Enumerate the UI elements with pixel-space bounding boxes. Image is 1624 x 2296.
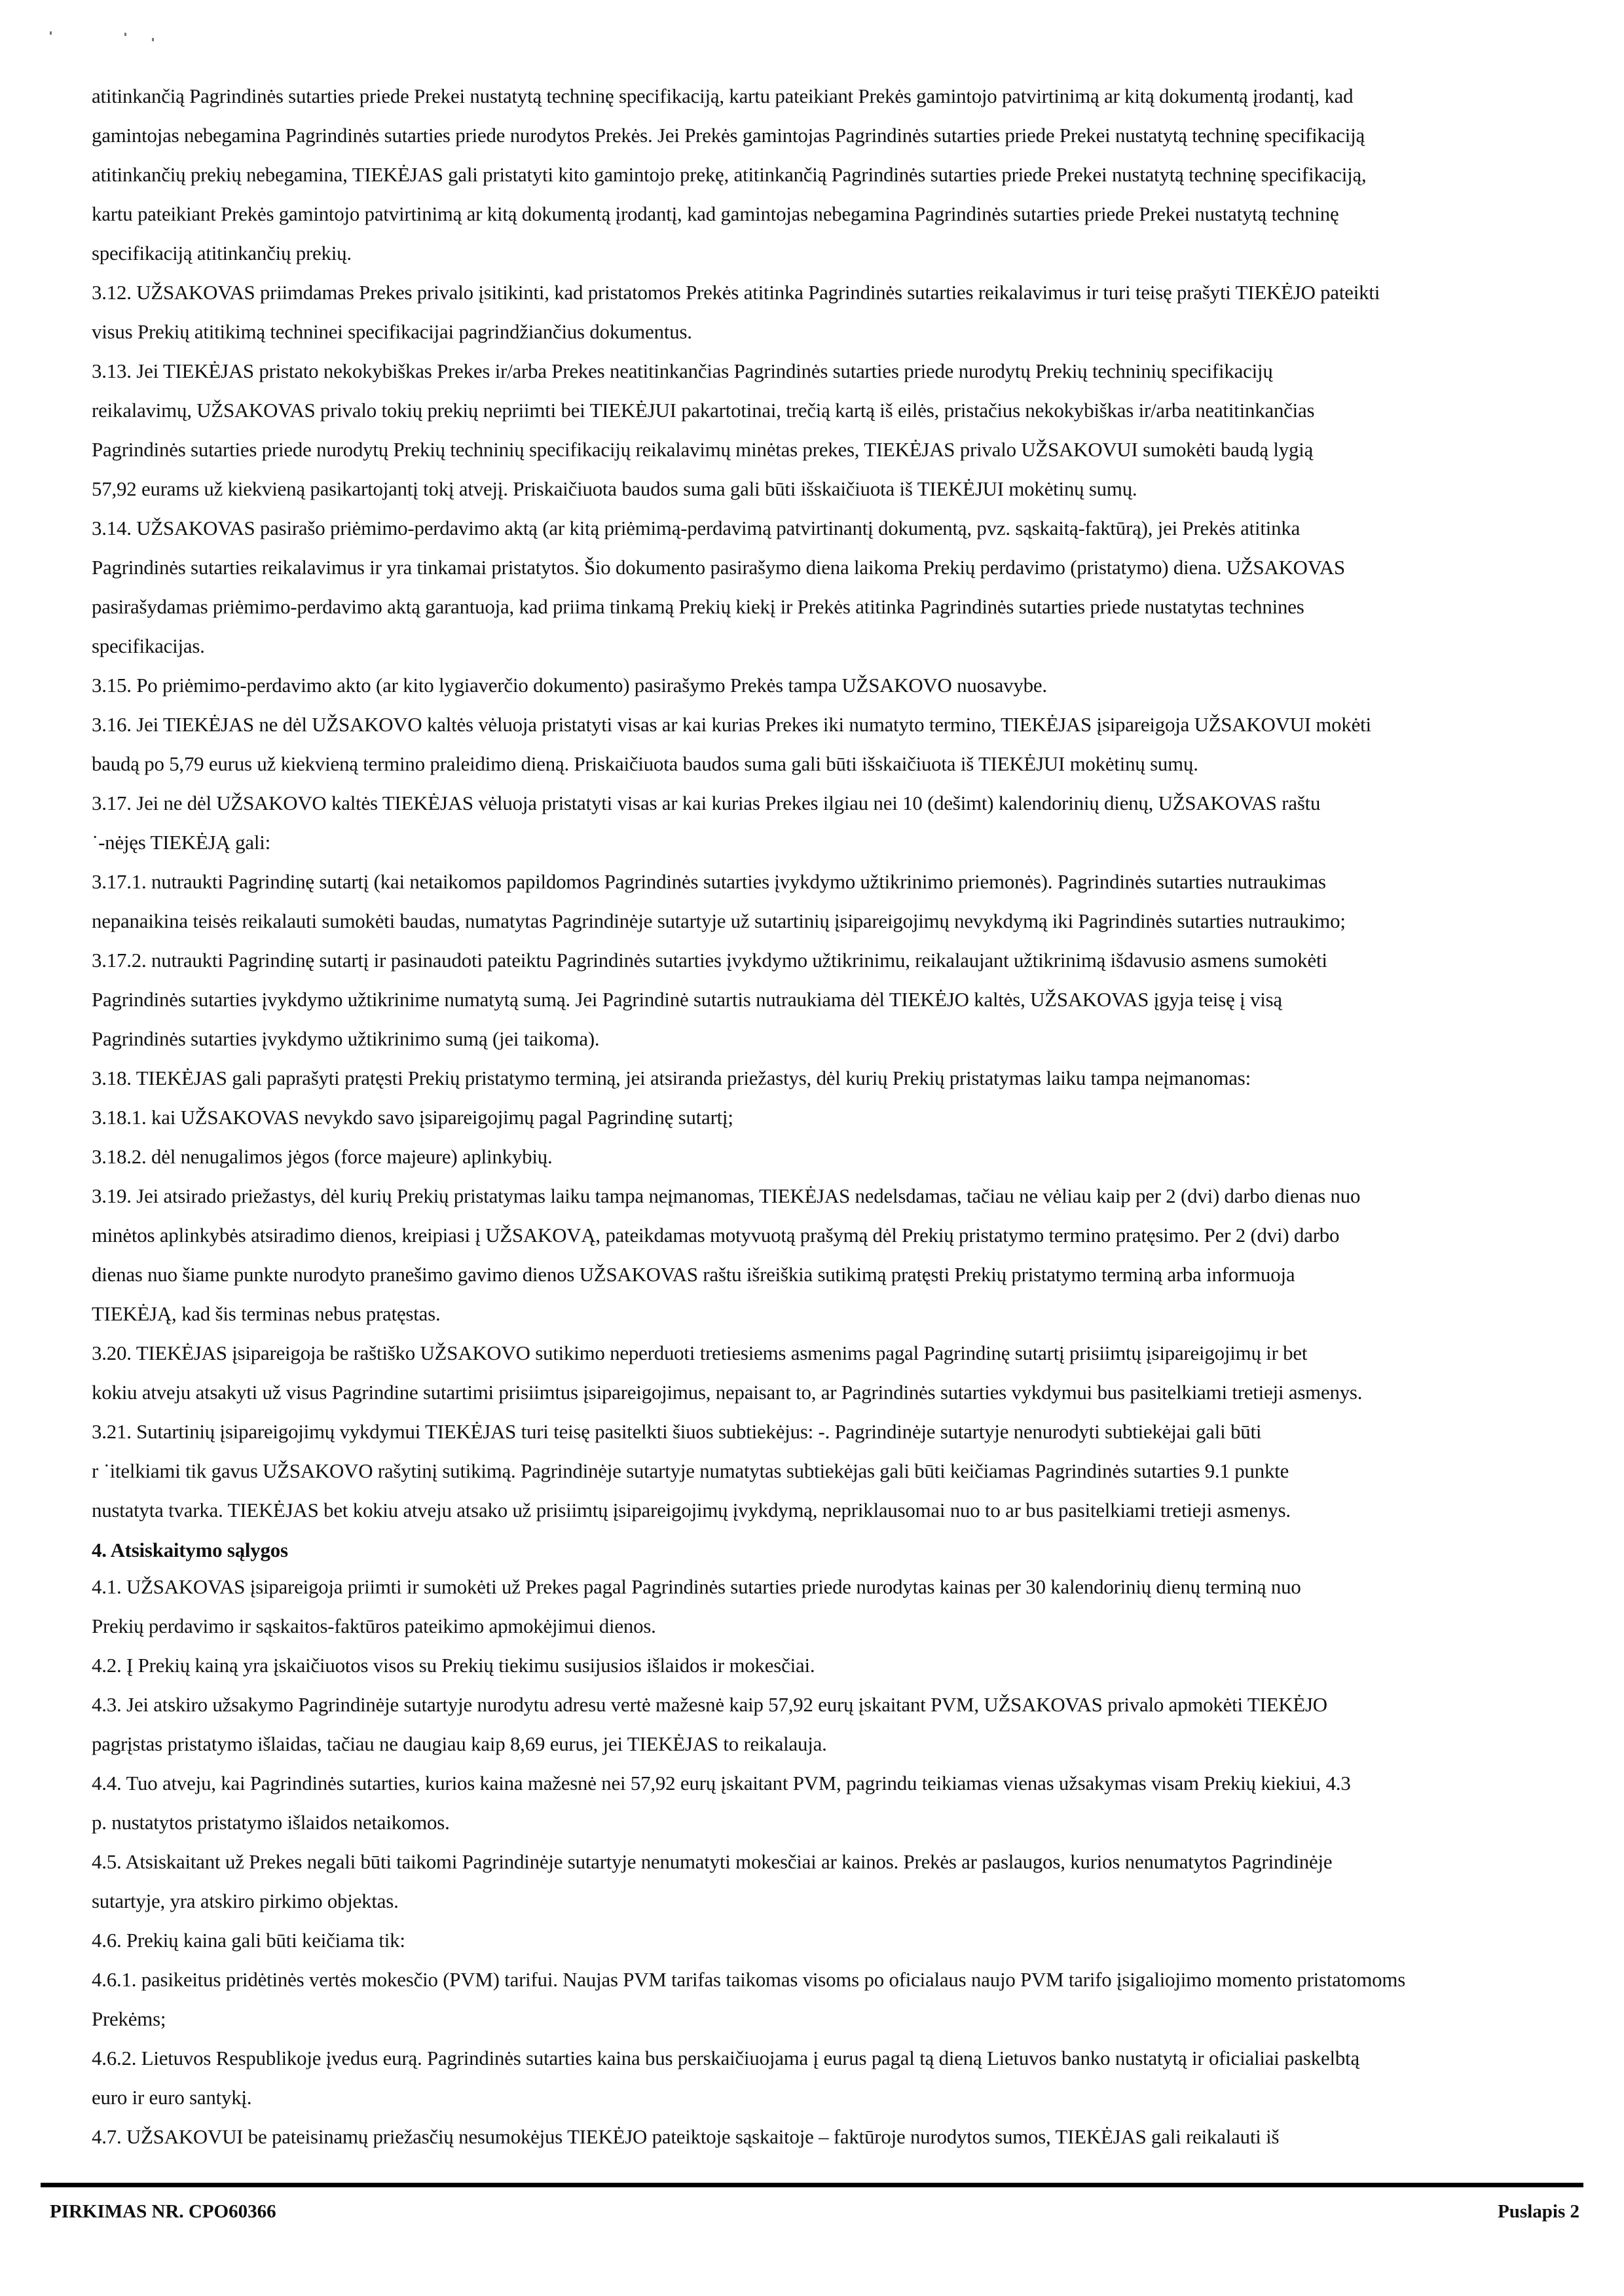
text-line: pagrįstas pristatymo išlaidas, tačiau ne daugiau kaip 8,69 eurus, jei TIEKĖJAS to reikalauja.: [92, 1732, 827, 1755]
text-line: 3.12. UŽSAKOVAS priimdamas Prekes privalo įsitikinti, kad pristatomos Prekės atitinka Pagrindinės sutarties reikalavimus ir turi teisę prašyti TIEKĖJO pateikti: [92, 281, 1380, 304]
section-heading: 4. Atsiskaitymo sąlygos: [92, 1539, 288, 1561]
text-line: atitinkančią Pagrindinės sutarties priede Prekei nustatytą techninę specifikaciją, kartu pateikiant Prekės gamintojo patvirtinimą ar kitą dokumentą įrodantį, kad: [92, 84, 1354, 107]
text-line: 57,92 eurams už kiekvieną pasikartojantį tokį atvejį. Priskaičiuota baudos suma gali būti išskaičiuota iš TIEKĖJUI mokėtinų sumų.: [92, 477, 1137, 500]
text-line: kartu pateikiant Prekės gamintojo patvirtinimą ar kitą dokumentą įrodantį, kad gamintojas nebegamina Pagrindinės sutarties priede Prekei nustatytą techninę: [92, 202, 1339, 225]
text-line: 3.18.2. dėl nenugalimos jėgos (force majeure) aplinkybių.: [92, 1145, 553, 1168]
text-line: nustatyta tvarka. TIEKĖJAS bet kokiu atveju atsako už prisiimtų įsipareigojimų įvykdymą, nepriklausomai nuo to ar bus pasitelkiami tretieji asmenys.: [92, 1499, 1291, 1522]
text-line: 4.5. Atsiskaitant už Prekes negali būti taikomi Pagrindinėje sutartyje nenumatyti mokesčiai ar kainos. Prekės ar paslaugos, kurios nenumatytos Pagrindinėje: [92, 1850, 1333, 1873]
text-line: 3.17.1. nutraukti Pagrindinę sutartį (kai netaikomos papildomos Pagrindinės sutarties įvykdymo užtikrinimo priemonės). Pagrindinės sutarties nutraukimas: [92, 870, 1326, 893]
footer-document-number: PIRKIMAS NR. CPO60366: [50, 2201, 276, 2222]
text-line: Prekėms;: [92, 2007, 166, 2030]
text-line: 3.15. Po priėmimo-perdavimo akto (ar kito lygiaverčio dokumento) pasirašymo Prekės tampa UŽSAKOVO nuosavybe.: [92, 674, 1047, 697]
text-line: Pagrindinės sutarties reikalavimus ir yra tinkamai pristatytos. Šio dokumento pasirašymo diena laikoma Prekių perdavimo (pristatymo) diena. UŽSAKOVAS: [92, 556, 1345, 579]
scan-speck: [50, 31, 52, 35]
footer-divider: [41, 2183, 1583, 2187]
text-line: specifikaciją atitinkančių prekių.: [92, 242, 352, 264]
text-line: Pagrindinės sutarties priede nurodytų Prekių techninių specifikacijų reikalavimų minėtas prekes, TIEKĖJAS privalo UŽSAKOVUI sumokėti baudą lygią: [92, 438, 1314, 461]
text-line: gamintojas nebegamina Pagrindinės sutarties priede nurodytos Prekės. Jei Prekės gamintojas Pagrindinės sutarties priede Prekei nustatytą techninę specifikaciją: [92, 124, 1365, 147]
text-line: specifikacijas.: [92, 634, 205, 657]
scan-speck: [152, 38, 154, 41]
text-line: 4.6.2. Lietuvos Respublikoje įvedus eurą. Pagrindinės sutarties kaina bus perskaičiuojama į eurus pagal tą dieną Lietuvos banko nustatytą ir oficialiai paskelbtą: [92, 2047, 1359, 2069]
text-line: 4.2. Į Prekių kainą yra įskaičiuotos visos su Prekių tiekimu susijusios išlaidos ir mokesčiai.: [92, 1654, 815, 1677]
section-4: [92, 1533, 1598, 2157]
text-line: euro ir euro santykį.: [92, 2086, 252, 2109]
text-line: pasirašydamas priėmimo-perdavimo aktą garantuoja, kad priima tinkamą Prekių kiekį ir Prekės atitinka Pagrindinės sutarties priede nustatytas technines: [92, 595, 1304, 618]
text-line: Prekių perdavimo ir sąskaitos-faktūros pateikimo apmokėjimui dienos.: [92, 1614, 656, 1637]
text-line: 3.16. Jei TIEKĖJAS ne dėl UŽSAKOVO kaltės vėluoja pristatyti visas ar kai kurias Prekes iki numatyto termino, TIEKĖJAS įsipareigoja UŽSAKOVUI mokėti: [92, 713, 1371, 736]
text-line: sutartyje, yra atskiro pirkimo objektas.: [92, 1889, 399, 1912]
text-line: 4.7. UŽSAKOVUI be pateisinamų priežasčių nesumokėjus TIEKĖJO pateiktoje sąskaitoje – faktūroje nurodytos sumos, TIEKĖJAS gali reikalauti iš: [92, 2125, 1280, 2148]
text-line: r ˙itelkiami tik gavus UŽSAKOVO rašytinį sutikimą. Pagrindinėje sutartyje numatytas subtiekėjas gali būti keičiamas Pagrindinės sutarties 9.1 punkte: [92, 1459, 1289, 1482]
footer-page-number: Puslapis 2: [1498, 2201, 1579, 2222]
text-line: 3.17.2. nutraukti Pagrindinę sutartį ir pasinaudoti pateiktu Pagrindinės sutarties įvykdymo užtikrinimu, reikalaujant užtikrinimą išdavusio asmens sumokėti: [92, 949, 1327, 972]
text-line: TIEKĖJĄ, kad šis terminas nebus pratęstas.: [92, 1302, 441, 1325]
text-line: reikalavimų, UŽSAKOVAS privalo tokių prekių nepriimti bei TIEKĖJUI pakartotinai, trečią kartą iš eilės, pristačius nekokybiškas ir/arba neatitinkančias: [92, 399, 1315, 422]
text-line: 3.19. Jei atsirado priežastys, dėl kurių Prekių pristatymas laiku tampa neįmanomas, TIEKĖJAS nedelsdamas, tačiau ne vėliau kaip per 2 (dvi) darbo dienas nuo: [92, 1184, 1361, 1207]
text-line: visus Prekių atitikimą techninei specifikacijai pagrindžiančius dokumentus.: [92, 320, 692, 343]
text-line: 4.6.1. pasikeitus pridėtinės vertės mokesčio (PVM) tarifui. Naujas PVM tarifas taikomas visoms po oficialaus naujo PVM tarifo įsigaliojimo momento pristatomoms: [92, 1968, 1406, 1991]
text-line: 3.21. Sutartinių įsipareigojimų vykdymui TIEKĖJAS turi teisę pasitelkti šiuos subtiekėjus: -. Pagrindinėje sutartyje nenurodyti subtiekėjai gali būti: [92, 1420, 1262, 1443]
text-line: 4.4. Tuo atveju, kai Pagrindinės sutarties, kurios kaina mažesnė nei 57,92 eurų įskaitant PVM, pagrindu teikiamas vienas užsakymas visam Prekių kiekiui, 4.3: [92, 1772, 1351, 1795]
text-line: atitinkančių prekių nebegamina, TIEKĖJAS gali pristatyti kito gamintojo prekę, atitinkančią Pagrindinės sutarties priede Prekei nustatytą techninę specifikaciją,: [92, 163, 1367, 186]
text-line: Pagrindinės sutarties įvykdymo užtikrinime numatytą sumą. Jei Pagrindinė sutartis nutraukiama dėl TIEKĖJO kaltės, UŽSAKOVAS įgyja teisę į visą: [92, 988, 1282, 1011]
text-line: 4.3. Jei atskiro užsakymo Pagrindinėje sutartyje nurodytu adresu vertė mažesnė kaip 57,92 eurų įskaitant PVM, UŽSAKOVAS privalo apmokėti TIEKĖJO: [92, 1693, 1327, 1716]
text-line: 4.1. UŽSAKOVAS įsipareigoja priimti ir sumokėti už Prekes pagal Pagrindinės sutarties priede nurodytas kainas per 30 kalendorinių dienų terminą nuo: [92, 1575, 1301, 1598]
text-line: p. nustatytos pristatymo išlaidos netaikomos.: [92, 1811, 450, 1834]
text-line: 3.20. TIEKĖJAS įsipareigoja be raštiško UŽSAKOVO sutikimo neperduoti tretiesiems asmenims pagal Pagrindinę sutartį prisiimtų įsipareigojimų ir bet: [92, 1341, 1308, 1364]
text-line: nepanaikina teisės reikalauti sumokėti baudas, numatytas Pagrindinėje sutartyje už sutartinių įsipareigojimų nevykdymą iki Pagrindinės sutarties nutraukimo;: [92, 909, 1346, 932]
text-line: 3.17. Jei ne dėl UŽSAKOVO kaltės TIEKĖJAS vėluoja pristatyti visas ar kai kurias Prekes ilgiau nei 10 (dešimt) kalendorinių dienų, UŽSAKOVAS raštu: [92, 792, 1321, 814]
section-3-text: [92, 77, 1598, 1530]
text-line: minėtos aplinkybės atsiradimo dienos, kreipiasi į UŽSAKOVĄ, pateikdamas motyvuotą prašymą dėl Prekių pristatymo termino pratęsimo. Per 2 (dvi) darbo: [92, 1224, 1340, 1247]
text-line: 3.18.1. kai UŽSAKOVAS nevykdo savo įsipareigojimų pagal Pagrindinę sutartį;: [92, 1106, 733, 1129]
text-line: baudą po 5,79 eurus už kiekvieną termino praleidimo dieną. Priskaičiuota baudos suma gali būti išskaičiuota iš TIEKĖJUI mokėtinų sumų.: [92, 752, 1198, 775]
text-line: 3.18. TIEKĖJAS gali paprašyti pratęsti Prekių pristatymo terminą, jei atsiranda priežastys, dėl kurių Prekių pristatymas laiku tampa neįmanomas:: [92, 1066, 1251, 1089]
text-line: Pagrindinės sutarties įvykdymo užtikrinimo sumą (jei taikoma).: [92, 1027, 600, 1050]
section-4-text: [92, 1567, 1598, 2157]
text-line: 3.13. Jei TIEKĖJAS pristato nekokybiškas Prekes ir/arba Prekes neatitinkančias Pagrindinės sutarties priede nurodytų Prekių techninių specifikacijų: [92, 359, 1273, 382]
text-line: ˙-nėjęs TIEKĖJĄ gali:: [92, 831, 270, 854]
text-line: 4.6. Prekių kaina gali būti keičiama tik:: [92, 1929, 405, 1952]
text-line: kokiu atveju atsakyti už visus Pagrindine sutartimi prisiimtus įsipareigojimus, nepaisant to, ar Pagrindinės sutarties vykdymui bus pasitelkiami tretieji asmenys.: [92, 1381, 1363, 1404]
scan-speck: [124, 33, 126, 36]
text-line: dienas nuo šiame punkte nurodyto pranešimo gavimo dienos UŽSAKOVAS raštu išreiškia sutikimą pratęsti Prekių pristatymo terminą arba informuoja: [92, 1263, 1295, 1286]
text-line: 3.14. UŽSAKOVAS pasirašo priėmimo-perdavimo aktą (ar kitą priėmimą-perdavimą patvirtinantį dokumentą, pvz. sąskaitą-faktūrą), jei Prekės atitinka: [92, 517, 1301, 539]
